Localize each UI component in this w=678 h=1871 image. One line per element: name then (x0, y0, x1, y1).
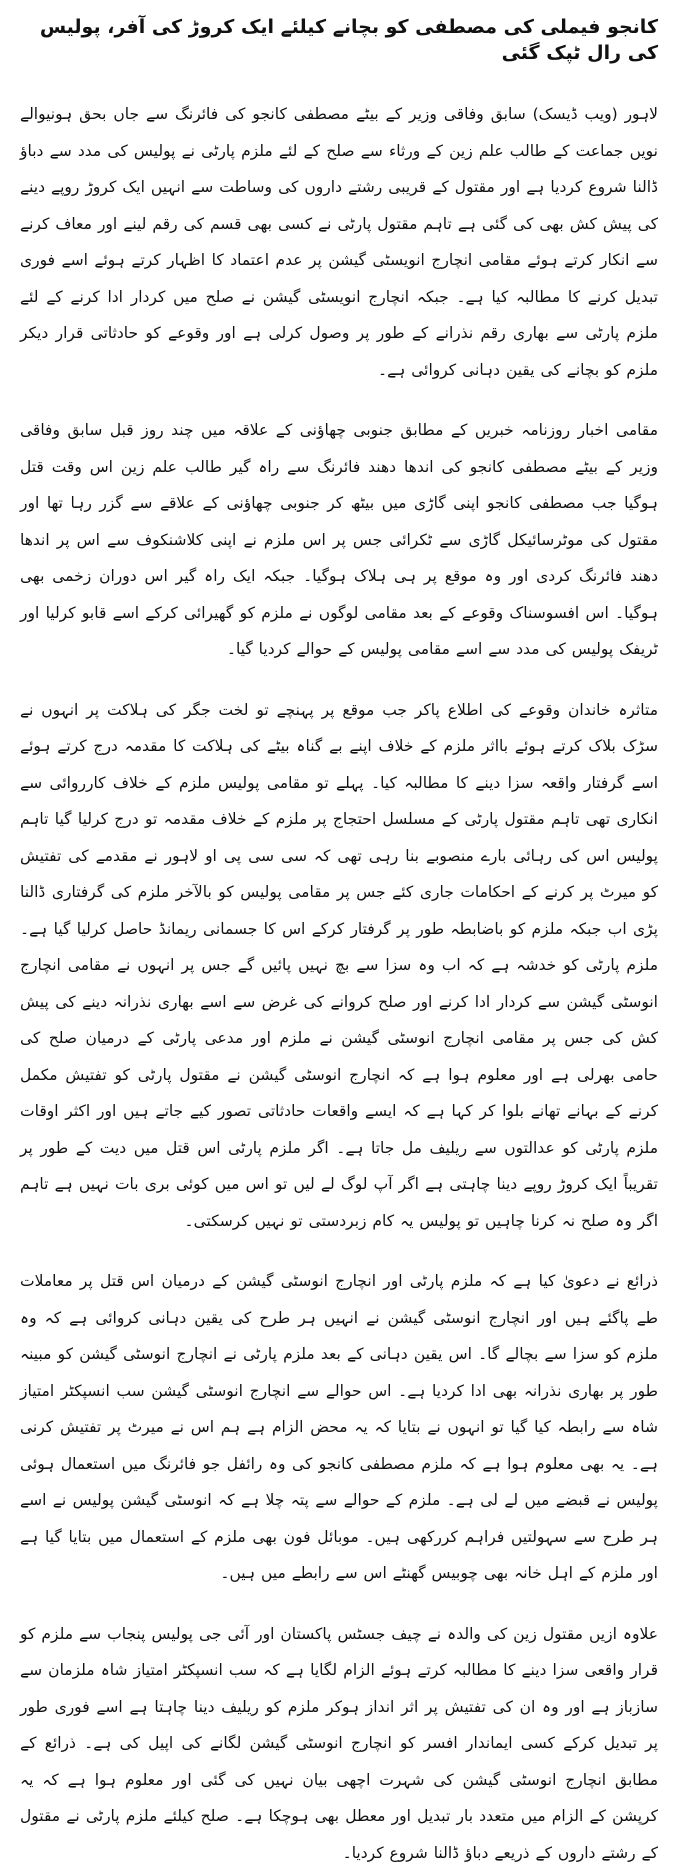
article-paragraph-1: لاہور (ویب ڈیسک) سابق وفاقی وزیر کے بیٹے مصطفی کانجو کی فائرنگ سے جاں بحق ہونیوالے نویں جماعت کے طالب علم زین کے ورثاء سے صلح کے لئے ملزم پارٹی نے پولیس کی مدد سے دباؤ ڈالنا شروع کردیا ہے اور مقتول کے قریبی رشتے داروں کی وساطت سے انہیں ایک کروڑ روپے دینے کی پیش کش بھی کی گئی ہے تاہم مقتول پارٹی نے کسی بھی قسم کی رقم لینے اور معاف کرنے سے انکار کرتے ہوئے مقامی انچارج انویسٹی گیشن پر عدم اعتماد کا اظہار کرتے ہوئے اسے فوری تبدیل کرنے کا مطالبہ کیا ہے۔ جبکہ انچارج انویسٹی گیشن نے صلح میں کردار ادا کرنے کے لئے ملزم پارٹی سے بھاری رقم نذرانے کے طور پر وصول کرلی ہے اور وقوعے کو حادثاتی قرار دیکر ملزم کو بچانے کی یقین دہانی کروائی ہے۔ (20, 96, 658, 388)
article-paragraph-4: ذرائع نے دعویٰ کیا ہے کہ ملزم پارٹی اور انچارج انوسٹی گیشن کے درمیان اس قتل پر معاملات طے پاگئے ہیں اور انچارج انوسٹی گیشن نے انہیں ہر طرح کی یقین دہانی کروائی ہے کہ وہ ملزم کو سزا سے بچالے گا۔ اس یقین دہانی کے بعد ملزم پارٹی نے انچارج انوسٹی گیشن کو مبینہ طور پر بھاری نذرانہ بھی ادا کردیا ہے۔ اس حوالے سے انچارج انوسٹی گیشن سب انسپکٹر امتیاز شاہ سے رابطہ کیا گیا تو انہوں نے بتایا کہ یہ محض الزام ہے ہم اس نے میرٹ پر تفتیش کرنی ہے۔ یہ بھی معلوم ہوا ہے کہ ملزم مصطفی کانجو کی وہ رائفل جو فائرنگ میں استعمال ہوئی پولیس نے قبضے میں لے لی ہے۔ ملزم کے حوالے سے پتہ چلا ہے کہ انوسٹی گیشن پولیس نے اسے ہر طرح سے سہولتیں فراہم کررکھی ہیں۔ موبائل فون بھی ملزم کے استعمال میں بتایا گیا ہے اور ملزم کے اہل خانہ بھی چوبیس گھنٹے اس سے رابطے میں ہیں۔ (20, 1263, 658, 1592)
article-headline: کانجو فیملی کی مصطفی کو بچانے کیلئے ایک کروڑ کی آفر، پولیس کی رال ٹپک گئی (20, 14, 658, 66)
article-paragraph-2: مقامی اخبار روزنامہ خبریں کے مطابق جنوبی چھاؤنی کے علاقہ میں چند روز قبل سابق وفاقی وزیر کے بیٹے مصطفی کانجو کی اندھا دھند فائرنگ سے راہ گیر طالب علم زین اس وقت قتل ہوگیا جب مصطفی کانجو اپنی گاڑی میں بیٹھ کر جنوبی چھاؤنی کے علاقے سے گزر رہا تھا اور مقتول کی موٹرسائیکل گاڑی سے ٹکرائی جس پر اس ملزم نے اپنی کلاشنکوف سے اس پر اندھا دھند فائرنگ کردی اور وہ موقع پر ہی ہلاک ہوگیا۔ جبکہ ایک راہ گیر اس دوران زخمی بھی ہوگیا۔ اس افسوسناک وقوعے کے بعد مقامی لوگوں نے ملزم کو گھیرائی کرکے اسے قابو کرلیا اور ٹریفک پولیس کی مدد سے اسے مقامی پولیس کے حوالے کردیا گیا۔ (20, 412, 658, 668)
article-paragraph-5: علاوہ ازیں مقتول زین کی والدہ نے چیف جسٹس پاکستان اور آئی جی پولیس پنجاب سے ملزم کو قرار واقعی سزا دینے کا مطالبہ کرتے ہوئے الزام لگایا ہے کہ سب انسپکٹر امتیاز شاہ ملزمان سے سازباز ہے اور وہ ان کی تفتیش پر اثر انداز ہوکر ملزم کو ریلیف دینا چاہتا ہے اسے فوری طور پر تبدیل کرکے کسی ایماندار افسر کو انچارج انوسٹی گیشن لگانے کی اپیل کی ہے۔ ذرائع کے مطابق انچارج انوسٹی گیشن کی شہرت اچھی بیان نہیں کی گئی اور معلوم ہوا ہے کہ یہ کرپشن کے الزام میں متعدد بار تبدیل اور معطل بھی ہوچکا ہے۔ صلح کیلئے ملزم پارٹی نے مقتول کے رشتے داروں کے ذریعے دباؤ ڈالنا شروع کردیا۔ (20, 1616, 658, 1871)
article-body (20, 96, 658, 1871)
article-paragraph-3: متاثرہ خاندان وقوعے کی اطلاع پاکر جب موقع پر پہنچے تو لخت جگر کی ہلاکت پر انہوں نے سڑک بلاک کرتے ہوئے بااثر ملزم کے خلاف اپنے بے گناہ بیٹے کی ہلاکت کا مقدمہ درج کرتے ہوئے اسے گرفتار واقعہ سزا دینے کا مطالبہ کیا۔ پہلے تو مقامی پولیس ملزم کے خلاف کارروائی سے انکاری تھی تاہم مقتول پارٹی کے مسلسل احتجاج پر ملزم کے خلاف مقدمہ تو درج کرلیا گیا تاہم پولیس اس کی رہائی بارے منصوبے بنا رہی تھی کہ سی سی پی او لاہور نے مقدمے کی تفتیش کو میرٹ پر کرنے کے احکامات جاری کئے جس پر مقامی پولیس کو بالآخر ملزم کی گرفتاری ڈالنا پڑی اب جبکہ ملزم کو باضابطہ طور پر گرفتار کرکے اس کا جسمانی ریمانڈ حاصل کرلیا گیا ہے۔ ملزم پارٹی کو خدشہ ہے کہ اب وہ سزا سے بچ نہیں پائیں گے جس پر انہوں نے مقامی انچارج انوسٹی گیشن سے کردار ادا کرنے اور صلح کروانے کی غرض سے اسے بھاری نذرانہ دینے کی پیش کش کی جس پر مقامی انچارج انوسٹی گیشن نے ملزم اور مدعی پارٹی کے درمیان صلح کی حامی بھرلی ہے اور معلوم ہوا ہے کہ انچارج انوسٹی گیشن نے مقتول پارٹی کو تفتیش مکمل کرنے کے بہانے تھانے بلوا کر کہا ہے کہ ایسے واقعات حادثاتی تصور کیے جاتے ہیں اور اکثر اوقات ملزم پارٹی کو عدالتوں سے ریلیف مل جاتا ہے۔ اگر ملزم پارٹی اس قتل میں دیت کے طور پر تقریباً ایک کروڑ روپے دینا چاہتی ہے اگر آپ لوگ لے لیں تو اس میں کوئی بری بات نہیں ہے تاہم اگر وہ صلح نہ کرنا چاہیں تو پولیس یہ کام زبردستی تو نہیں کرسکتی۔ (20, 692, 658, 1240)
